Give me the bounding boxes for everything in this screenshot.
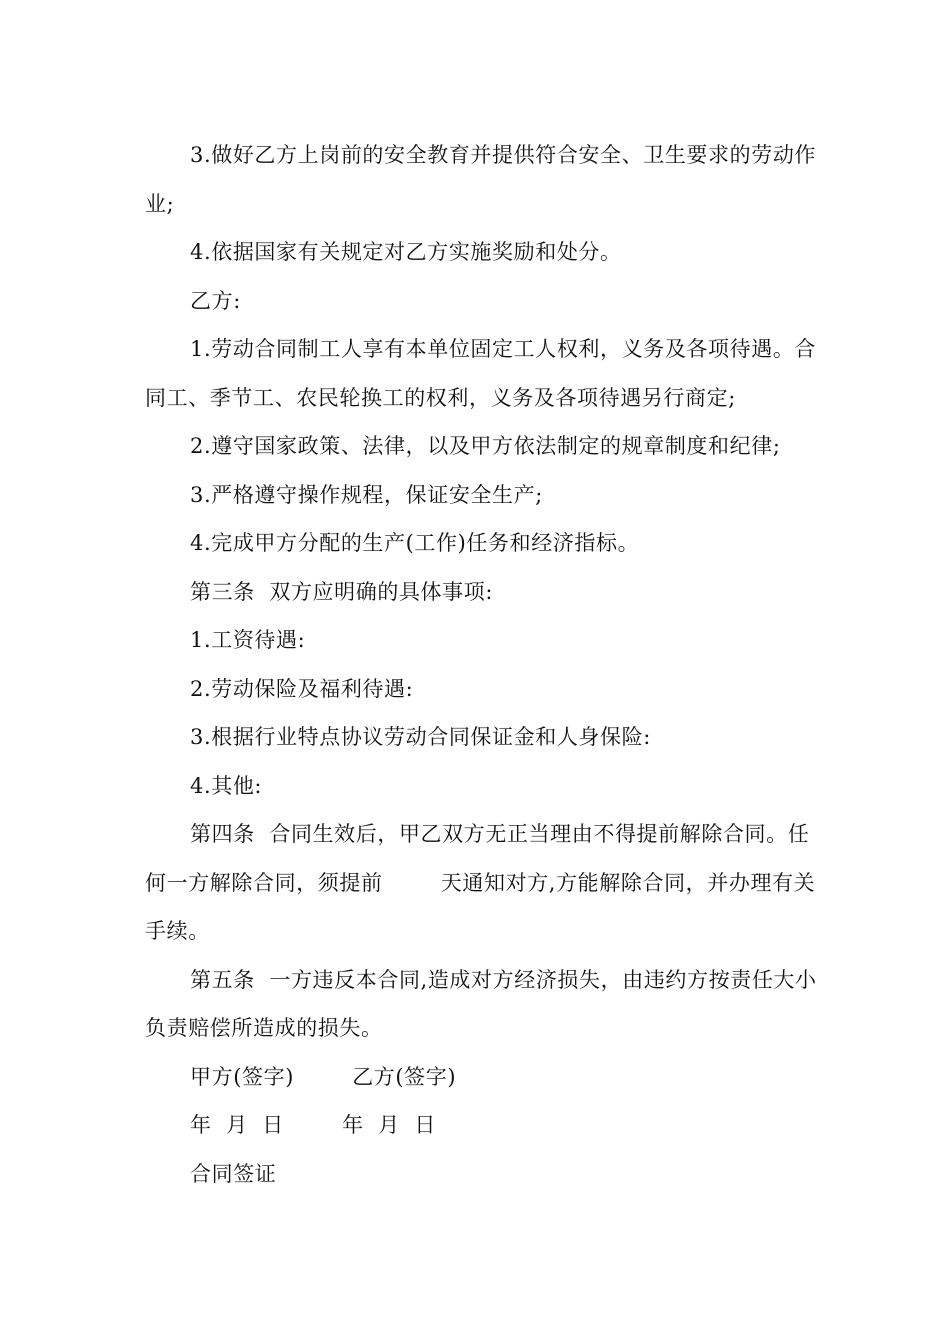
clause-paragraph: 2.遵守国家政策、法律，以及甲方依法制定的规章制度和纪律; [190,434,781,458]
clause-paragraph: 3.根据行业特点协议劳动合同保证金和人身保险: [190,725,651,749]
article-five-paragraph: 第五条 一方违反本合同,造成对方经济损失，由违约方按责任大小负责赔偿所造成的损失。 [145,967,817,1040]
signature-line: 甲方(签字) 乙方(签字) [190,1064,457,1089]
contract-body [145,131,825,1198]
clause-paragraph: 4.完成甲方分配的生产(工作)任务和经济指标。 [190,531,640,555]
party-b-heading: 乙方: [190,288,241,313]
clause-paragraph: 4.依据国家有关规定对乙方实施奖励和处分。 [190,240,622,264]
clause-paragraph: 3.严格遵守操作规程，保证安全生产; [190,482,543,507]
clause-paragraph: 2.劳动保险及福利待遇: [190,676,414,701]
clause-paragraph: 1.劳动合同制工人享有本单位固定工人权利，义务及各项待遇。合同工、季节工、农民轮换工的权利，义务及各项待遇另行商定; [145,337,817,410]
contract-certification-label: 合同签证 [190,1161,277,1186]
date-line: 年 月 日 年 月 日 [190,1113,437,1137]
article-three-heading: 第三条 双方应明确的具体事项: [190,579,494,604]
clause-paragraph: 4.其他: [190,773,263,798]
clause-paragraph: 1.工资待遇: [190,628,306,652]
article-four-paragraph: 第四条 合同生效后，甲乙双方无正当理由不得提前解除合同。任何一方解除合同，须提前 天通知对方,方能解除合同，并办理有关手续。 [145,822,816,943]
clause-paragraph: 3.做好乙方上岗前的安全教育并提供符合安全、卫生要求的劳动作业; [145,143,817,216]
